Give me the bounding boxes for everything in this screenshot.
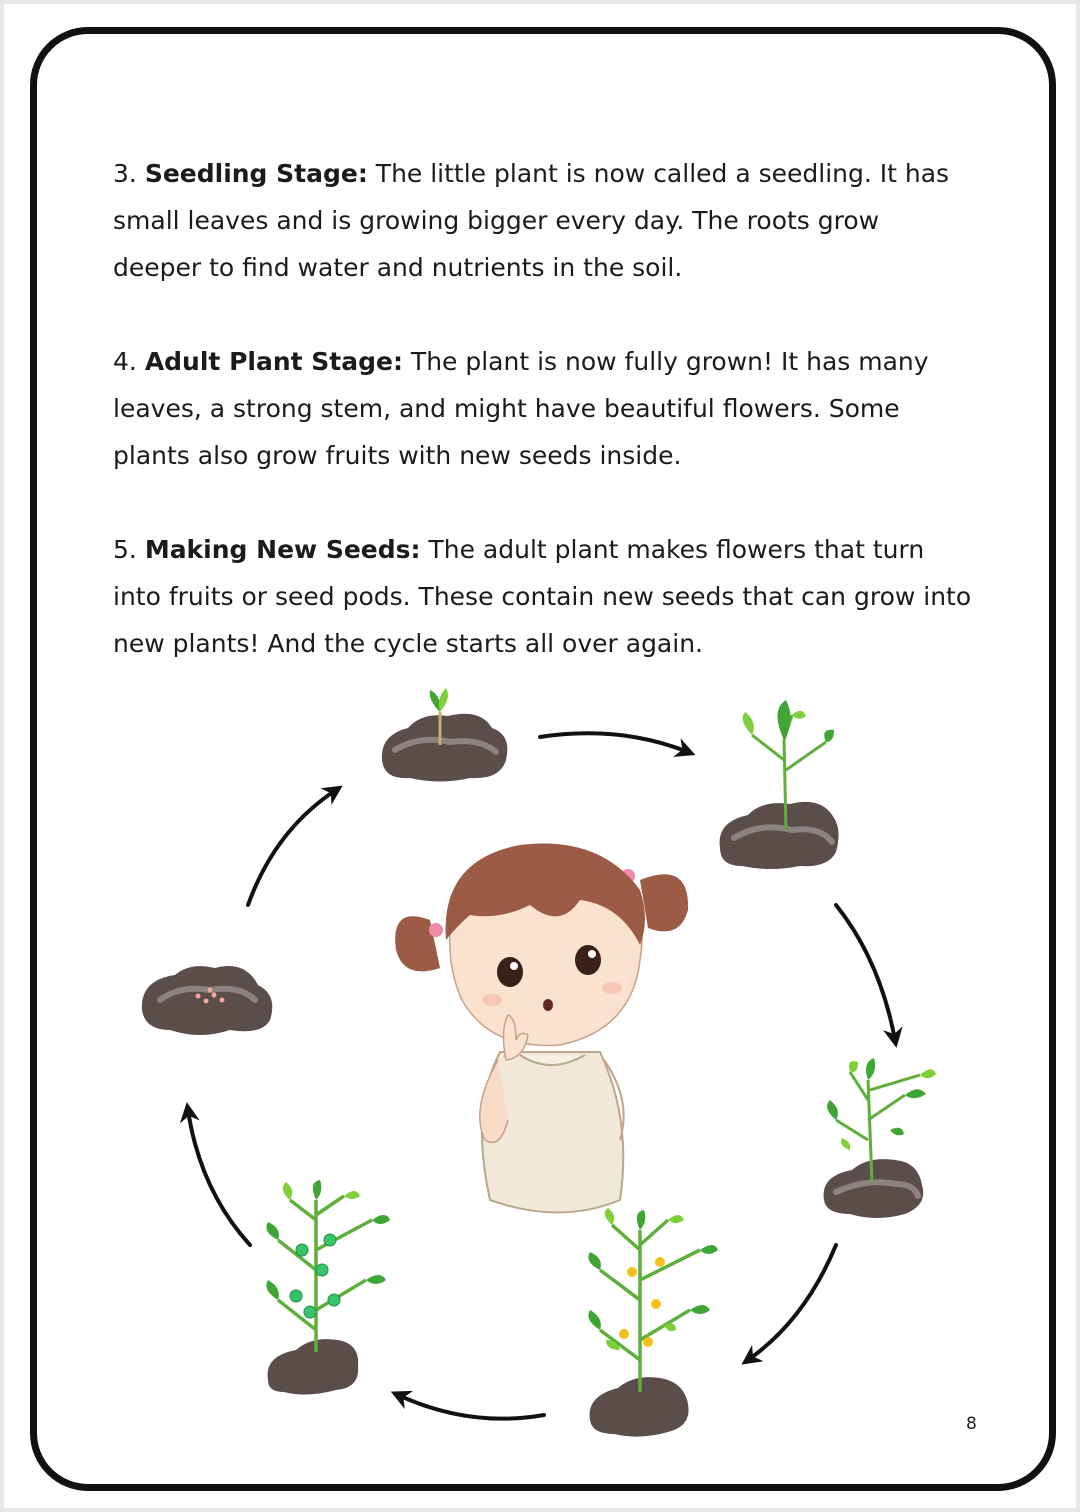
sprout-icon (382, 688, 508, 782)
young-plant-icon (824, 1058, 936, 1218)
paragraph-number: 4. (113, 347, 137, 376)
arrow-icon (188, 1110, 250, 1245)
arrow-icon (836, 905, 895, 1040)
paragraph-heading: Adult Plant Stage: (144, 347, 403, 376)
arrow-icon (248, 790, 336, 905)
arrow-icon (540, 733, 688, 752)
paragraph-heading: Seedling Stage: (144, 159, 368, 188)
fruiting-plant-icon (266, 1180, 390, 1395)
paragraph-number: 5. (113, 535, 137, 564)
seedling-icon (720, 700, 839, 869)
arrow-icon (748, 1245, 836, 1360)
paragraph-number: 3. (113, 159, 137, 188)
paragraph-heading: Making New Seeds: (144, 535, 421, 564)
paragraph-body: The plant is now fully grown! It has many leaves, a strong stem, and might have beautiful flowers. Some plants also grow fruits with new seeds inside. (113, 347, 929, 470)
paragraph-body: The adult plant makes flowers that turn into fruits or seed pods. These contain new seeds that can grow into new plants! And the cycle starts all over again. (113, 535, 972, 658)
seed-soil-icon (142, 966, 272, 1035)
paragraph-body: The little plant is now called a seedling. It has small leaves and is growing bigger every day. The roots grow deeper to find water and nutrients in the soil. (113, 159, 950, 282)
thinking-girl-icon (395, 843, 688, 1212)
arrow-icon (398, 1395, 544, 1419)
flowering-plant-icon (588, 1208, 718, 1437)
page-number: 8 (966, 1414, 977, 1434)
